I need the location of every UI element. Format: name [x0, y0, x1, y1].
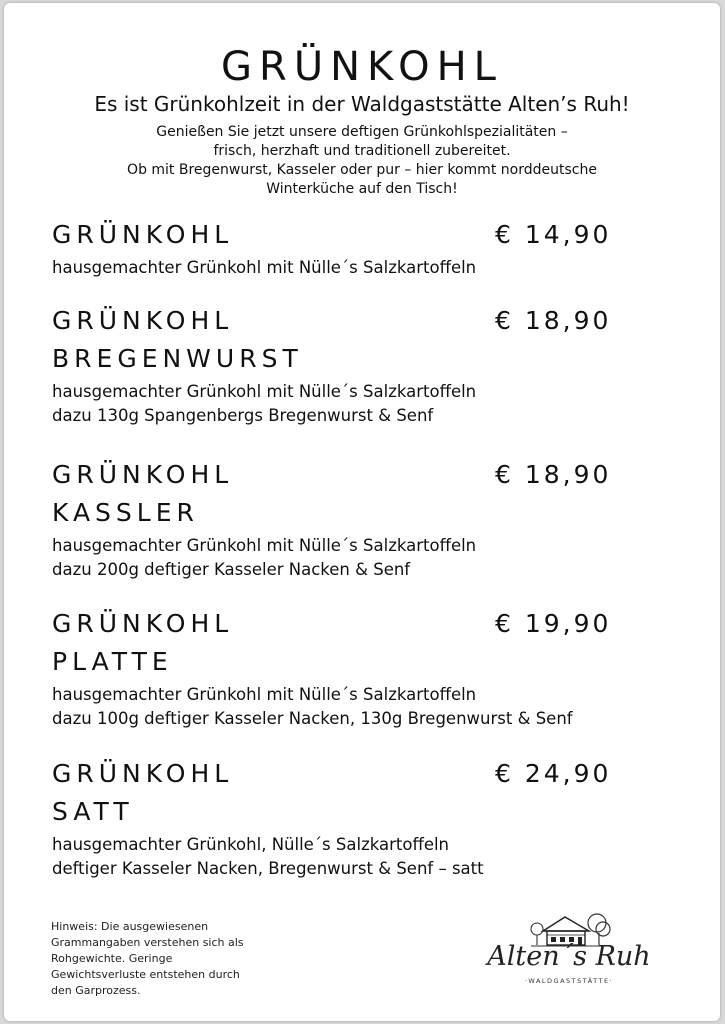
item-name: SATT — [52, 797, 134, 826]
item-description: hausgemachter Grünkohl mit Nülle´s Salzkartoffeln — [52, 536, 477, 555]
item-price: € 19,90 — [495, 609, 612, 638]
menu-item — [52, 302, 692, 428]
intro-line: frisch, herzhaft und traditionell zubereitet. — [213, 143, 511, 159]
item-price: € 18,90 — [495, 306, 612, 335]
item-description: dazu 100g deftiger Kasseler Nacken, 130g Bregenwurst & Senf — [52, 709, 573, 728]
weight-note — [51, 919, 281, 999]
note-line: Gewichtsverluste entstehen durch — [51, 968, 240, 981]
page-title: GRÜNKOHL — [221, 44, 503, 90]
item-name: GRÜNKOHL — [52, 220, 234, 249]
note-line: Hinweis: Die ausgewiesenen — [51, 920, 209, 933]
item-description: hausgemachter Grünkohl mit Nülle´s Salzkartoffeln — [52, 685, 477, 704]
menu-item — [52, 216, 692, 280]
item-name: KASSLER — [52, 498, 199, 527]
logo-script-text: Alten´s Ruh — [487, 941, 651, 972]
item-name: GRÜNKOHL — [52, 759, 234, 788]
intro-text — [4, 123, 720, 199]
restaurant-logo — [464, 903, 674, 998]
item-price: € 14,90 — [495, 220, 612, 249]
intro-line: Genießen Sie jetzt unsere deftigen Grünkohlspezialitäten – — [156, 124, 568, 140]
item-description: deftiger Kasseler Nacken, Bregenwurst & Senf – satt — [52, 859, 484, 878]
note-line: Rohgewichte. Geringe — [51, 952, 173, 965]
item-name: GRÜNKOHL — [52, 460, 234, 489]
item-name: BREGENWURST — [52, 344, 303, 373]
item-description: hausgemachter Grünkohl, Nülle´s Salzkartoffeln — [52, 835, 450, 854]
item-price: € 24,90 — [495, 759, 612, 788]
intro-line: Winterküche auf den Tisch! — [266, 181, 458, 197]
item-description: hausgemachter Grünkohl mit Nülle´s Salzkartoffeln — [52, 258, 477, 277]
item-name: GRÜNKOHL — [52, 306, 234, 335]
menu-item — [52, 755, 692, 881]
item-name: GRÜNKOHL — [52, 609, 234, 638]
menu-item — [52, 456, 692, 582]
note-line: den Garprozess. — [51, 984, 141, 997]
logo-tagline: ·WALDGASTSTÄTTE· — [524, 977, 614, 985]
item-price: € 18,90 — [495, 460, 612, 489]
menu-page — [4, 3, 720, 1021]
item-description: dazu 200g deftiger Kasseler Nacken & Senf — [52, 560, 411, 579]
menu-item — [52, 605, 692, 731]
page-subtitle: Es ist Grünkohlzeit in der Waldgaststätte Alten’s Ruh! — [94, 92, 630, 116]
note-line: Grammangaben verstehen sich als — [51, 936, 244, 949]
intro-line: Ob mit Bregenwurst, Kasseler oder pur – hier kommt norddeutsche — [127, 162, 597, 178]
item-description: dazu 130g Spangenbergs Bregenwurst & Senf — [52, 406, 434, 425]
item-description: hausgemachter Grünkohl mit Nülle´s Salzkartoffeln — [52, 382, 477, 401]
item-name: PLATTE — [52, 647, 173, 676]
